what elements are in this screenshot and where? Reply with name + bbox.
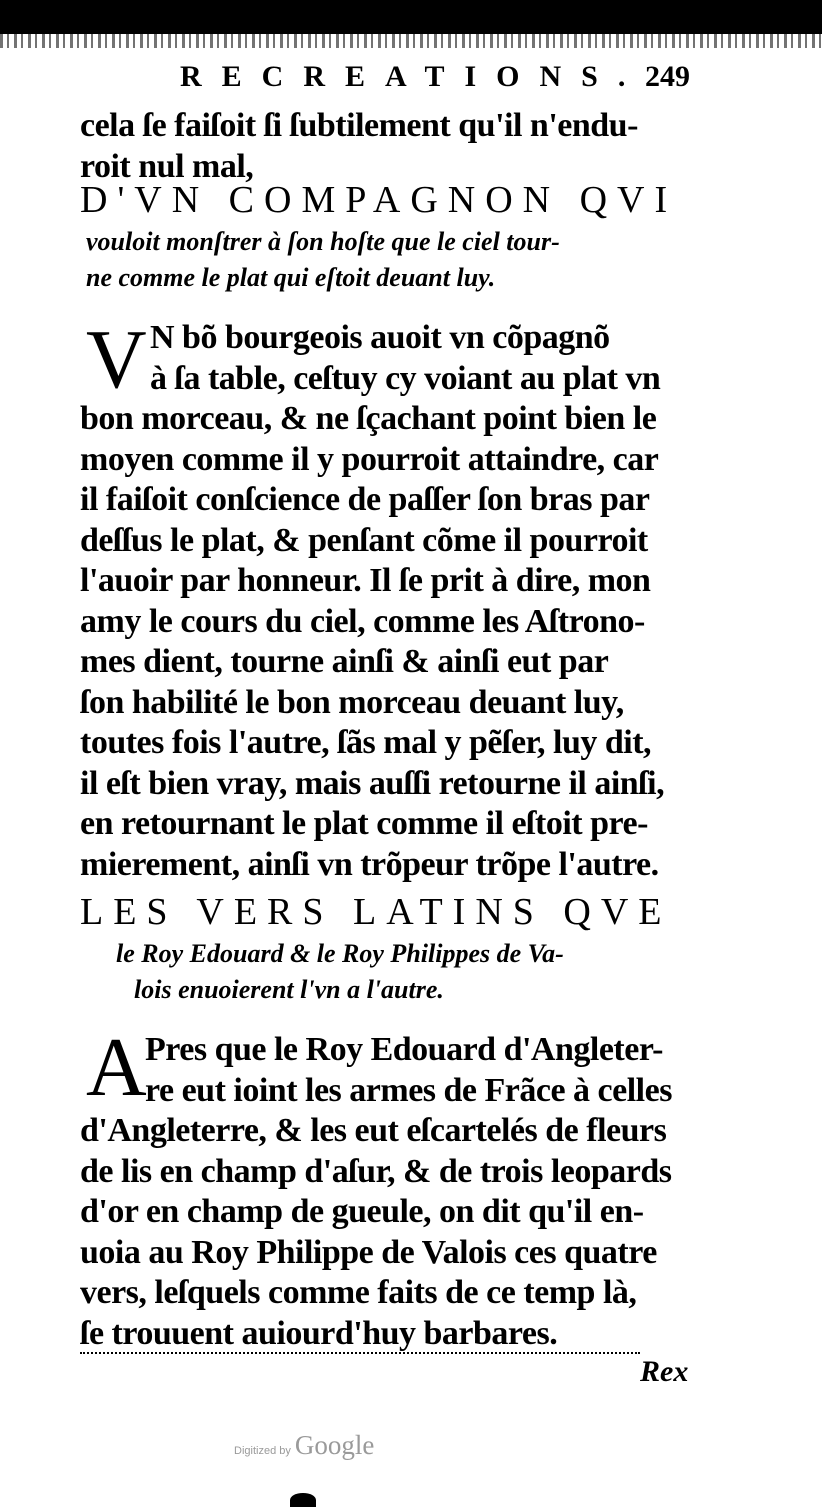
- drop-cap: A: [86, 1021, 147, 1114]
- text-line: amy le cours du ciel, comme les Aſtrono-: [80, 602, 645, 640]
- section-subheading: ne comme le plat qui eſtoit deuant luy.: [86, 263, 496, 292]
- text-line: il eſt bien vray, mais auſſi retourne il ainſi,: [80, 764, 665, 802]
- scan-dark-border: [0, 0, 822, 34]
- section2-first-lines: [145, 1030, 720, 1111]
- section2-heading-block: [80, 888, 720, 1008]
- text-line: il faiſoit conſcience de paſſer ſon bras par: [80, 481, 650, 518]
- text-line: bon morceau, & ne ſçachant point bien le: [80, 400, 657, 437]
- text-line: roit nul mal,: [80, 147, 254, 185]
- text-line: à ſa table, ceſtuy cy voiant au plat vn: [150, 359, 661, 397]
- section1-heading-block: [80, 176, 720, 296]
- text-line: vers, leſquels comme faits de ce temp là,: [80, 1274, 637, 1311]
- text-line: moyen comme il y pourroit attaindre, car: [80, 440, 659, 478]
- section-subheading: lois enuoierent l'vn a l'autre.: [134, 975, 444, 1004]
- text-line: d'Angleterre, & les eut eſcartelés de fleurs: [80, 1112, 667, 1149]
- text-line: en retournant le plat comme il eſtoit pre-: [80, 805, 648, 842]
- opening-paragraph: [80, 106, 720, 187]
- text-line: N bõ bourgeois auoit vn cõpagnõ: [150, 319, 610, 356]
- page-bottom-rule: [80, 1352, 640, 1354]
- text-line: mes dient, tourne ainſi & ainſi eut par: [80, 643, 609, 680]
- section1-body: [80, 399, 720, 885]
- text-line: uoia au Roy Philippe de Valois ces quatre: [80, 1233, 657, 1271]
- section-heading: LES VERS LATINS QVE: [80, 891, 672, 933]
- section2-body: [80, 1111, 720, 1354]
- running-title: RECREATIONS.: [180, 60, 646, 93]
- page-header: [180, 60, 700, 104]
- digitized-watermark: [234, 1430, 374, 1461]
- section1-first-lines: [150, 318, 720, 399]
- drop-cap: V: [86, 313, 147, 406]
- text-line: re eut ioint les armes de Frãce à celles: [145, 1071, 672, 1109]
- scan-border-edge: [0, 34, 822, 48]
- section-heading: D'VN COMPAGNON QVI: [80, 179, 678, 221]
- text-line: d'or en champ de gueule, on dit qu'il en-: [80, 1193, 644, 1230]
- section-subheading: le Roy Edouard & le Roy Philippes de Va-: [116, 939, 564, 968]
- text-line: cela ſe faiſoit ſi ſubtilement qu'il n'endu-: [80, 107, 638, 144]
- text-line: deſſus le plat, & penſant cõme il pourroit: [80, 521, 648, 559]
- ink-mark: [290, 1493, 316, 1507]
- text-line: mierement, ainſi vn trõpeur trõpe l'autre.: [80, 845, 659, 883]
- text-line: Pres que le Roy Edouard d'Angleter-: [145, 1031, 663, 1068]
- text-line: l'auoir par honneur. Il ſe prit à dire, mon: [80, 562, 651, 599]
- text-line: de lis en champ d'aſur, & de trois leopards: [80, 1152, 672, 1190]
- page-number: 249: [645, 60, 690, 93]
- text-line: ſon habilité le bon morceau deuant luy,: [80, 683, 624, 721]
- text-line: toutes fois l'autre, ſãs mal y pẽſer, luy dit,: [80, 724, 652, 761]
- catchword: Rex: [640, 1355, 689, 1388]
- google-wordmark: Google: [294, 1430, 375, 1460]
- text-line: ſe trouuent auiourd'huy barbares.: [80, 1314, 558, 1352]
- section-subheading: vouloit monſtrer à ſon hoſte que le ciel tour-: [86, 227, 560, 256]
- digitized-prefix: Digitized by: [234, 1445, 291, 1457]
